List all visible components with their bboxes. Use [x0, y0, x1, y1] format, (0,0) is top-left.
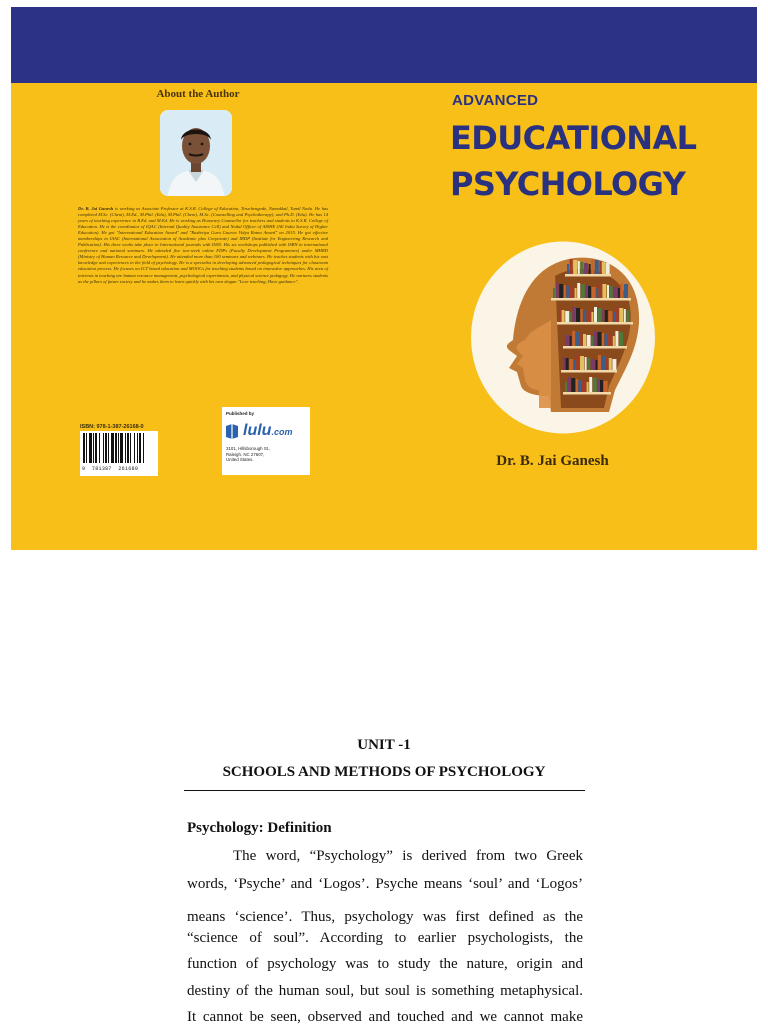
book-spine — [574, 360, 576, 370]
book-spine — [584, 263, 588, 274]
book-spine — [570, 259, 573, 274]
book-spine — [566, 286, 569, 298]
author-bio — [78, 206, 328, 285]
book-spine — [580, 262, 583, 274]
about-author-heading: About the Author — [156, 88, 240, 100]
book-spine — [599, 261, 601, 274]
book-spine — [626, 310, 629, 322]
book-spine — [576, 379, 578, 392]
book-stack-icon — [225, 423, 239, 439]
publisher-address-line: United States. — [226, 457, 254, 463]
cover-title-line-1: EDUCATIONAL — [450, 119, 697, 157]
book-spine — [615, 331, 618, 346]
book-spine — [595, 260, 599, 274]
barcode-bar — [99, 433, 100, 463]
book-spine — [613, 287, 617, 298]
book-spine — [570, 287, 574, 298]
book-spine — [591, 312, 593, 322]
bio-author-name: Dr. B. Jai Ganesh — [78, 206, 114, 211]
book-spine — [570, 312, 572, 322]
cover-title-line-2: PSYCHOLOGY — [450, 165, 686, 203]
book-spine — [578, 261, 580, 274]
book-spine — [620, 283, 623, 298]
book-spine — [556, 283, 559, 298]
barcode-bar — [125, 433, 126, 463]
lulu-logo — [225, 421, 310, 441]
book-spine — [582, 381, 586, 392]
book-spine — [576, 332, 580, 346]
shelf-plank — [551, 298, 631, 301]
book-spine — [607, 285, 609, 298]
cover-title-advanced: ADVANCED — [452, 92, 539, 109]
book-spine — [595, 360, 597, 370]
book-spine — [563, 357, 565, 370]
book-spine — [591, 359, 595, 370]
paragraph-line: destiny of the human soul, but soul is something metaphysical. — [187, 983, 583, 999]
book-spine — [594, 331, 597, 346]
book-spine — [605, 334, 608, 346]
book-spine — [616, 307, 619, 322]
barcode-bar — [89, 433, 92, 463]
publisher-address-line: 3101, Hillsborough St., — [226, 446, 271, 451]
book-spine — [587, 311, 591, 322]
barcode-bar — [83, 433, 85, 463]
book-spine — [598, 308, 602, 322]
book-spine — [600, 380, 603, 392]
book-spine — [571, 378, 575, 392]
book-spine — [587, 358, 590, 370]
book-spine — [587, 382, 589, 392]
paragraph-line: The word, “Psychology” is derived from two Greek — [233, 848, 583, 864]
barcode-digit-prefix: 9 — [82, 466, 86, 472]
book-spine — [599, 283, 602, 298]
book-spine — [569, 359, 573, 370]
section-heading: Psychology: Definition — [187, 820, 332, 836]
book-spine — [619, 332, 623, 346]
book-spine — [581, 309, 583, 322]
book-spine — [592, 287, 596, 298]
book-spine — [605, 310, 608, 322]
book-spine — [572, 331, 575, 346]
shelf-plank — [565, 274, 611, 277]
publisher-box — [222, 407, 310, 475]
book-spine — [573, 260, 577, 274]
author-photo — [160, 110, 232, 196]
book-spine — [589, 377, 592, 392]
barcode-bar — [111, 433, 114, 463]
book-spine — [597, 379, 599, 392]
book-spine — [559, 284, 563, 298]
cover-title — [450, 115, 710, 207]
book-spine — [588, 286, 591, 298]
book-spine — [613, 312, 615, 322]
book-spine — [566, 358, 569, 370]
book-spine — [567, 264, 569, 274]
barcode-bar — [105, 433, 107, 463]
book-spine — [610, 286, 613, 298]
book-spine — [594, 307, 597, 322]
book-spine — [578, 380, 581, 392]
book-spine — [585, 357, 587, 370]
published-by-label: Published by — [226, 411, 255, 416]
book-spine — [619, 308, 623, 322]
isbn-label: ISBN: 978-1-387-26168-0 — [80, 424, 144, 430]
book-spine — [606, 357, 608, 370]
book-spine — [593, 378, 597, 392]
book-spine — [591, 336, 593, 346]
book-spine — [589, 264, 591, 274]
book-spine — [608, 335, 612, 346]
barcode-bars — [80, 431, 158, 465]
book-spine — [591, 259, 594, 274]
book-spine — [602, 262, 605, 274]
shelf-plank — [563, 392, 611, 395]
unit-heading: UNIT -1 — [357, 737, 411, 753]
barcode-bar — [86, 433, 87, 463]
book-spine — [602, 284, 606, 298]
book-spine — [583, 334, 586, 346]
book-spine — [608, 311, 612, 322]
paragraph-line: means ‘science’. Thus, psychology was first defined as the — [187, 909, 583, 925]
book-spine — [596, 288, 598, 298]
cover-top-band — [11, 7, 757, 83]
book-spine — [553, 288, 555, 298]
book-spine — [570, 336, 572, 346]
barcode-bar — [139, 433, 141, 463]
book-spine — [583, 310, 586, 322]
book-spine — [575, 288, 577, 298]
book-spine — [612, 359, 616, 370]
book-spine — [602, 333, 604, 346]
book-spine — [585, 285, 587, 298]
book-spine — [598, 355, 601, 370]
book-spine — [576, 308, 580, 322]
book-spine — [602, 356, 606, 370]
book-spine — [624, 309, 626, 322]
paragraph-line: words, ‘Psyche’ and ‘Logos’. Psyche means ‘soul’ and ‘Logos’ — [187, 876, 583, 892]
paragraph-line: It cannot be seen, observed and touched and we cannot make — [187, 1009, 583, 1025]
barcode-bar — [93, 433, 94, 463]
barcode-bar — [130, 433, 131, 463]
paragraph-line: “science of soul”. According to earlier psychologists, the — [187, 930, 583, 946]
lulu-wordmark-main: lulu — [243, 422, 272, 439]
book-spine — [565, 335, 569, 346]
book-spine — [565, 311, 569, 322]
barcode-bar — [103, 433, 104, 463]
heading-divider — [184, 790, 585, 791]
book-spine — [565, 382, 567, 392]
book-spine — [597, 332, 601, 346]
book-spine — [618, 288, 620, 298]
barcode-digit-group-1: 781387 — [91, 466, 112, 472]
barcode-bar — [108, 433, 109, 463]
paragraph-line: function of psychology was to study the nature, origin and — [187, 956, 583, 972]
book-spine — [587, 335, 591, 346]
book-spine — [568, 377, 571, 392]
book-spine — [562, 310, 565, 322]
book-spine — [609, 358, 612, 370]
barcode-bar — [120, 433, 123, 463]
book-spine — [559, 309, 561, 322]
barcode-bar — [115, 433, 117, 463]
barcode-bar — [134, 433, 135, 463]
book-spine — [606, 263, 610, 274]
book-spine — [581, 284, 585, 298]
barcode-bar — [137, 433, 138, 463]
book-spine — [613, 336, 615, 346]
barcode-bar — [127, 433, 129, 463]
bio-text: is working as Associate Professor at K.S.R. College of Education, Tiruchengode, Namakkal, Tamil Nadu. He has completed M.Sc. (Chem), M.Ed., M.Phil. (Edu), M.Phil. (Chem), M.Sc. (Counselling and Psychotherapy), and Ph.D. (Edu). He has 14 years of teaching experience in B.Ed. and M.Ed. He is working as Honorary Counsellor for teachers and students in K.S.R. College of Education. He is the coordinator of IQAC (Internal Quality Assurance Cell) and Nodal Officer of AISHE (All India Survey of Higher Education). He got "International Education Award" and "Rashtriya Guru Gaurav Vidya Ratna Award" on 2015. He got effective memberships in IAAC (International Association of Academic plus Corporate) and IRDP (Institute for Engineering Research and Publication). His three works take place in International journals with ISSN. His six workshops published with ISBN in international conference and national seminars. He attended five two-week online FDPs (Faculty Development Programmes) under MHRD (Ministry of Human Resource and Development). He attended more than 100 seminars and webinars. He teaches students with his vast knowledge and experiences in the field of psychology. He is a specialist in developing advanced pedagogical techniques for classroom education process. He focuses on ICT based education and MOOCs for teaching students based on innovative approaches. His area of interests in teaching are human resource management, psychological experiments, and physical science pedagogy. He nurtures students as the pillars of future society and he makes them to learn quickly with his own slogan "Love teaching, Have guidance". — [78, 206, 328, 284]
lulu-wordmark — [243, 422, 292, 440]
book-spine — [577, 283, 580, 298]
book-spine — [580, 333, 582, 346]
book-spine — [604, 381, 608, 392]
book-spine — [564, 285, 566, 298]
barcode-bar — [143, 433, 144, 463]
book-spine — [602, 309, 604, 322]
shelf-plank — [563, 346, 627, 349]
publisher-address-line: Raleigh, NC 27607, — [226, 451, 265, 457]
shelf-plank — [557, 322, 633, 325]
barcode-digit-group-2: 261680 — [118, 466, 139, 472]
book-spine — [576, 355, 579, 370]
cover-author-name: Dr. B. Jai Ganesh — [496, 453, 609, 469]
barcode-digits — [82, 466, 158, 472]
shelf-plank — [561, 370, 617, 373]
barcode-bar — [118, 433, 119, 463]
book-spine — [572, 307, 575, 322]
barcode-bar — [95, 433, 97, 463]
lulu-wordmark-suffix: .com — [271, 427, 293, 437]
publisher-address — [226, 446, 306, 463]
unit-title: SCHOOLS AND METHODS OF PSYCHOLOGY — [222, 764, 546, 780]
book-spine — [624, 284, 628, 298]
head-bookshelf-illustration — [469, 240, 657, 435]
book-spine — [580, 356, 584, 370]
